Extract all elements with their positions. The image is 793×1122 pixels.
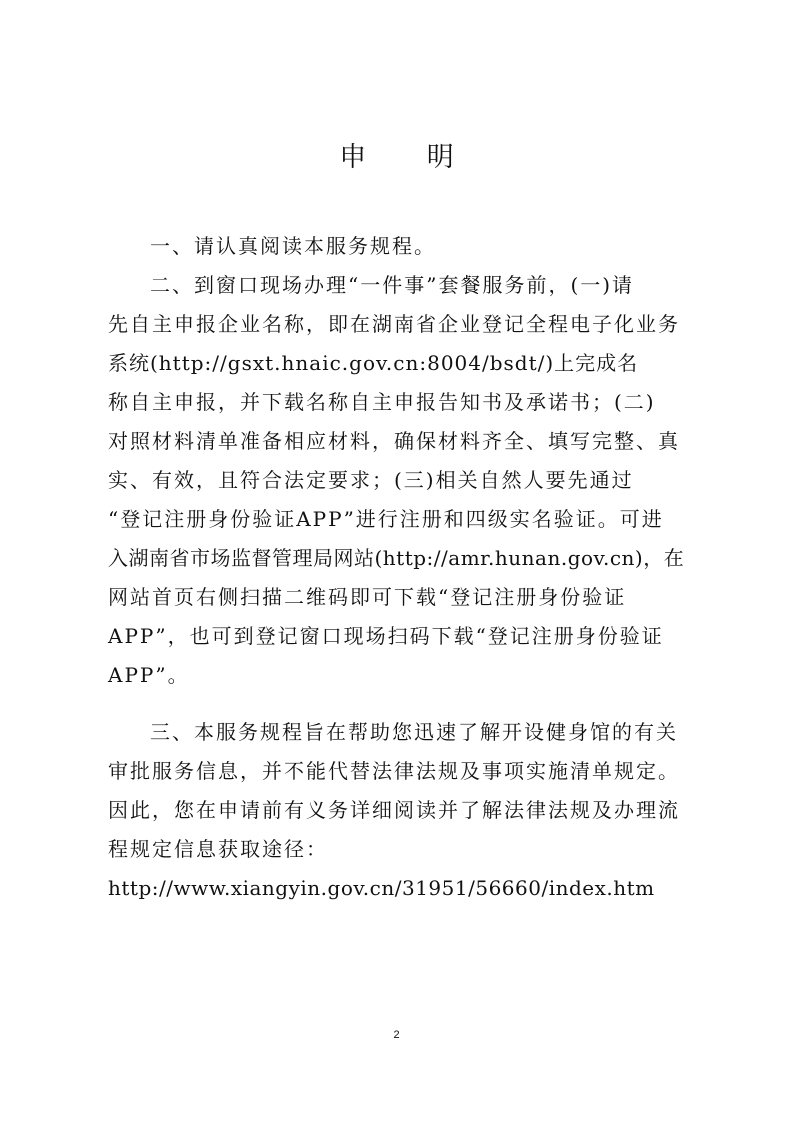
body-line-8: “登记注册身份验证APP”进行注册和四级实名验证。可进 xyxy=(108,507,664,531)
body-line-11: APP”，也可到登记窗口现场扫码下载“登记注册身份验证 xyxy=(108,624,664,648)
body-line-9: 入湖南省市场监督管理局网站(http://amr.hunan.gov.cn)，在 xyxy=(108,546,685,570)
body-line-4: 系统(http://gsxt.hnaic.gov.cn:8004/bsdt/)上完成名 xyxy=(108,351,639,375)
page-title: 申 明 xyxy=(339,142,480,173)
body-line-1: 一、请认真阅读本服务规程。 xyxy=(150,234,436,258)
reference-url: http://www.xiangyin.gov.cn/31951/56660/index.htm xyxy=(108,876,655,900)
body-line-10: 网站首页右侧扫描二维码即可下载“登记注册身份验证 xyxy=(108,585,627,609)
body-line-7: 实、有效，且符合法定要求；(三)相关自然人要先通过 xyxy=(108,468,634,492)
body-line-16: 程规定信息获取途径： xyxy=(108,837,328,861)
body-line-3: 先自主申报企业名称，即在湖南省企业登记全程电子化业务 xyxy=(108,312,680,336)
body-line-2: 二、到窗口现场办理“一件事”套餐服务前，(一)请 xyxy=(150,273,635,297)
body-line-6: 对照材料清单准备相应材料，确保材料齐全、填写完整、真 xyxy=(108,429,680,453)
body-line-15: 因此，您在申请前有义务详细阅读并了解法律法规及办理流 xyxy=(108,798,680,822)
body-line-14: 审批服务信息，并不能代替法律法规及事项实施清单规定。 xyxy=(108,759,680,783)
body-line-12: APP”。 xyxy=(108,663,190,687)
page-number: 2 xyxy=(393,1029,400,1041)
body-line-13: 三、本服务规程旨在帮助您迅速了解开设健身馆的有关 xyxy=(150,720,678,744)
body-line-5: 称自主申报，并下载名称自主申报告知书及承诺书；(二) xyxy=(108,390,656,414)
